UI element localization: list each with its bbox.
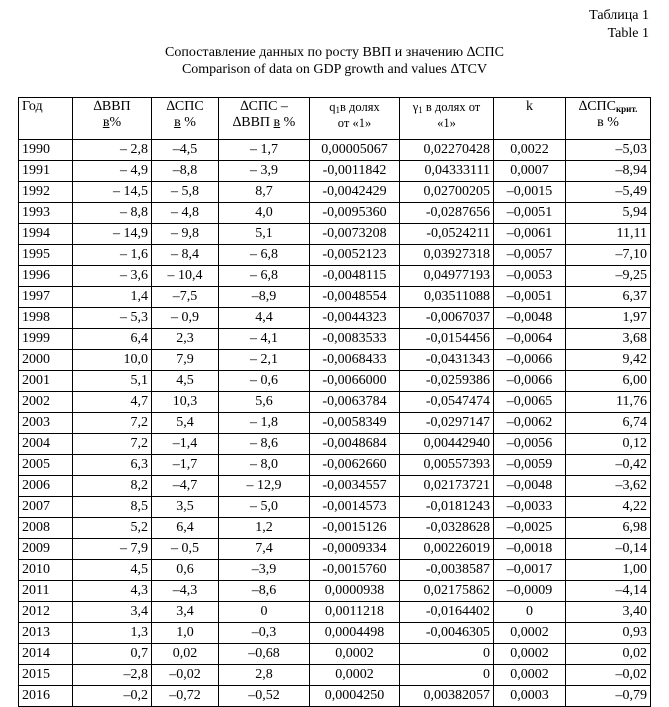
cell-year: 1998 bbox=[19, 308, 73, 329]
cell-q1: -0,0048554 bbox=[310, 287, 400, 308]
cell-q1: 0,0011218 bbox=[310, 602, 400, 623]
cell-k: –0,0056 bbox=[494, 434, 566, 455]
cell-sps-growth: –1,4 bbox=[152, 434, 219, 455]
table-row bbox=[19, 350, 651, 371]
cell-k: –0,0018 bbox=[494, 539, 566, 560]
cell-k: 0,0002 bbox=[494, 644, 566, 665]
table-row bbox=[19, 161, 651, 182]
cell-gamma1: -0,0259386 bbox=[400, 371, 494, 392]
cell-year: 1994 bbox=[19, 224, 73, 245]
cell-k: –0,0061 bbox=[494, 224, 566, 245]
cell-sps-growth: – 10,4 bbox=[152, 266, 219, 287]
cell-k: 0 bbox=[494, 602, 566, 623]
cell-year: 2009 bbox=[19, 539, 73, 560]
cell-year: 1992 bbox=[19, 182, 73, 203]
cell-difference: – 12,9 bbox=[219, 476, 310, 497]
data-table bbox=[18, 97, 651, 707]
cell-gdp-growth: 10,0 bbox=[73, 350, 152, 371]
cell-difference: – 1,8 bbox=[219, 413, 310, 434]
cell-gdp-growth: 7,2 bbox=[73, 413, 152, 434]
cell-gdp-growth: – 8,8 bbox=[73, 203, 152, 224]
cell-k: –0,0057 bbox=[494, 245, 566, 266]
cell-gdp-growth: 4,7 bbox=[73, 392, 152, 413]
cell-gdp-growth: 5,2 bbox=[73, 518, 152, 539]
cell-critical: –5,49 bbox=[566, 182, 651, 203]
cell-sps-growth: 0,6 bbox=[152, 560, 219, 581]
cell-critical: 5,94 bbox=[566, 203, 651, 224]
cell-gdp-growth: – 5,3 bbox=[73, 308, 152, 329]
cell-year: 2016 bbox=[19, 686, 73, 707]
cell-gamma1: 0,02700205 bbox=[400, 182, 494, 203]
cell-year: 2011 bbox=[19, 581, 73, 602]
cell-q1: -0,0011842 bbox=[310, 161, 400, 182]
cell-critical: –9,25 bbox=[566, 266, 651, 287]
cell-critical: 0,02 bbox=[566, 644, 651, 665]
cell-sps-growth: 3,4 bbox=[152, 602, 219, 623]
cell-q1: -0,0052123 bbox=[310, 245, 400, 266]
cell-gamma1: -0,0181243 bbox=[400, 497, 494, 518]
cell-gamma1: -0,0287656 bbox=[400, 203, 494, 224]
cell-sps-growth: 2,3 bbox=[152, 329, 219, 350]
cell-difference: 7,4 bbox=[219, 539, 310, 560]
table-row bbox=[19, 203, 651, 224]
cell-k: –0,0048 bbox=[494, 308, 566, 329]
cell-q1: 0,0004498 bbox=[310, 623, 400, 644]
cell-gamma1: 0,00382057 bbox=[400, 686, 494, 707]
cell-gdp-growth: 1,3 bbox=[73, 623, 152, 644]
cell-year: 1996 bbox=[19, 266, 73, 287]
cell-sps-growth: –4,7 bbox=[152, 476, 219, 497]
cell-gdp-growth: – 14,5 bbox=[73, 182, 152, 203]
cell-difference: – 6,8 bbox=[219, 266, 310, 287]
cell-gdp-growth: – 14,9 bbox=[73, 224, 152, 245]
header-k: k bbox=[494, 98, 566, 140]
table-row bbox=[19, 245, 651, 266]
cell-gdp-growth: –0,2 bbox=[73, 686, 152, 707]
cell-k: –0,0066 bbox=[494, 350, 566, 371]
cell-k: –0,0053 bbox=[494, 266, 566, 287]
cell-gdp-growth: 3,4 bbox=[73, 602, 152, 623]
cell-q1: -0,0048115 bbox=[310, 266, 400, 287]
table-row bbox=[19, 644, 651, 665]
cell-sps-growth: – 8,4 bbox=[152, 245, 219, 266]
cell-gdp-growth: 6,3 bbox=[73, 455, 152, 476]
cell-critical: –7,10 bbox=[566, 245, 651, 266]
cell-gamma1: -0,0328628 bbox=[400, 518, 494, 539]
cell-critical: –4,14 bbox=[566, 581, 651, 602]
cell-q1: -0,0062660 bbox=[310, 455, 400, 476]
cell-year: 2003 bbox=[19, 413, 73, 434]
cell-sps-growth: – 0,5 bbox=[152, 539, 219, 560]
header-gdp-growth: ∆ВВП в% bbox=[73, 98, 152, 140]
cell-k: 0,0003 bbox=[494, 686, 566, 707]
cell-q1: -0,0014573 bbox=[310, 497, 400, 518]
cell-k: –0,0059 bbox=[494, 455, 566, 476]
cell-difference: – 4,1 bbox=[219, 329, 310, 350]
cell-year: 1997 bbox=[19, 287, 73, 308]
table-row bbox=[19, 665, 651, 686]
cell-q1: 0,0002 bbox=[310, 665, 400, 686]
cell-gdp-growth: 4,5 bbox=[73, 560, 152, 581]
cell-difference: –8,9 bbox=[219, 287, 310, 308]
cell-sps-growth: 10,3 bbox=[152, 392, 219, 413]
table-row bbox=[19, 497, 651, 518]
cell-difference: –0,68 bbox=[219, 644, 310, 665]
table-label-ru: Таблица 1 bbox=[589, 8, 649, 23]
cell-k: –0,0064 bbox=[494, 329, 566, 350]
cell-year: 2004 bbox=[19, 434, 73, 455]
cell-year: 2010 bbox=[19, 560, 73, 581]
cell-q1: 0,00005067 bbox=[310, 140, 400, 161]
cell-difference: 4,0 bbox=[219, 203, 310, 224]
cell-sps-growth: – 9,8 bbox=[152, 224, 219, 245]
cell-k: –0,0051 bbox=[494, 203, 566, 224]
cell-year: 2001 bbox=[19, 371, 73, 392]
cell-year: 2002 bbox=[19, 392, 73, 413]
cell-k: –0,0033 bbox=[494, 497, 566, 518]
cell-gdp-growth: 7,2 bbox=[73, 434, 152, 455]
cell-critical: 4,22 bbox=[566, 497, 651, 518]
cell-sps-growth: –0,72 bbox=[152, 686, 219, 707]
cell-k: –0,0062 bbox=[494, 413, 566, 434]
cell-year: 2006 bbox=[19, 476, 73, 497]
table-row bbox=[19, 560, 651, 581]
cell-k: 0,0002 bbox=[494, 623, 566, 644]
cell-k: 0,0002 bbox=[494, 665, 566, 686]
cell-gdp-growth: 0,7 bbox=[73, 644, 152, 665]
cell-difference: –0,52 bbox=[219, 686, 310, 707]
cell-year: 2000 bbox=[19, 350, 73, 371]
cell-gamma1: 0,02270428 bbox=[400, 140, 494, 161]
cell-k: –0,0051 bbox=[494, 287, 566, 308]
cell-difference: – 1,7 bbox=[219, 140, 310, 161]
cell-sps-growth: 3,5 bbox=[152, 497, 219, 518]
cell-q1: 0,0000938 bbox=[310, 581, 400, 602]
table-title-ru: Сопоставление данных по росту ВВП и значению ∆СПС bbox=[165, 45, 504, 60]
cell-critical: 3,40 bbox=[566, 602, 651, 623]
table-row bbox=[19, 434, 651, 455]
cell-difference: – 8,0 bbox=[219, 455, 310, 476]
cell-year: 2014 bbox=[19, 644, 73, 665]
header-row bbox=[19, 98, 651, 140]
cell-gamma1: 0,02173721 bbox=[400, 476, 494, 497]
cell-k: –0,0048 bbox=[494, 476, 566, 497]
cell-critical: 1,97 bbox=[566, 308, 651, 329]
cell-gdp-growth: 6,4 bbox=[73, 329, 152, 350]
cell-critical: 3,68 bbox=[566, 329, 651, 350]
cell-critical: 6,74 bbox=[566, 413, 651, 434]
cell-difference: 0 bbox=[219, 602, 310, 623]
table-body bbox=[19, 140, 651, 707]
cell-difference: 5,1 bbox=[219, 224, 310, 245]
cell-gdp-growth: – 1,6 bbox=[73, 245, 152, 266]
cell-critical: –0,79 bbox=[566, 686, 651, 707]
cell-year: 2005 bbox=[19, 455, 73, 476]
cell-q1: -0,0095360 bbox=[310, 203, 400, 224]
table-row bbox=[19, 308, 651, 329]
cell-k: –0,0065 bbox=[494, 392, 566, 413]
header-year: Год bbox=[19, 98, 73, 140]
cell-critical: –0,42 bbox=[566, 455, 651, 476]
cell-critical: –5,03 bbox=[566, 140, 651, 161]
cell-sps-growth: 4,5 bbox=[152, 371, 219, 392]
cell-sps-growth: – 4,8 bbox=[152, 203, 219, 224]
cell-year: 2015 bbox=[19, 665, 73, 686]
cell-gamma1: -0,0046305 bbox=[400, 623, 494, 644]
cell-gamma1: 0,04333111 bbox=[400, 161, 494, 182]
cell-critical: –0,02 bbox=[566, 665, 651, 686]
table-row bbox=[19, 287, 651, 308]
cell-gamma1: 0,04977193 bbox=[400, 266, 494, 287]
table-label-en: Table 1 bbox=[607, 26, 649, 41]
cell-year: 1995 bbox=[19, 245, 73, 266]
cell-sps-growth: –4,5 bbox=[152, 140, 219, 161]
cell-year: 2007 bbox=[19, 497, 73, 518]
cell-sps-growth: –8,8 bbox=[152, 161, 219, 182]
table-row bbox=[19, 539, 651, 560]
cell-gdp-growth: 8,5 bbox=[73, 497, 152, 518]
cell-difference: 2,8 bbox=[219, 665, 310, 686]
header-sps-growth: ∆СПС в % bbox=[152, 98, 219, 140]
cell-q1: -0,0015760 bbox=[310, 560, 400, 581]
table-row bbox=[19, 455, 651, 476]
table-row bbox=[19, 518, 651, 539]
cell-difference: – 0,6 bbox=[219, 371, 310, 392]
cell-critical: –8,94 bbox=[566, 161, 651, 182]
cell-k: –0,0066 bbox=[494, 371, 566, 392]
cell-sps-growth: 0,02 bbox=[152, 644, 219, 665]
cell-gamma1: 0 bbox=[400, 644, 494, 665]
cell-critical: 0,12 bbox=[566, 434, 651, 455]
cell-sps-growth: –4,3 bbox=[152, 581, 219, 602]
cell-q1: -0,0009334 bbox=[310, 539, 400, 560]
cell-difference: –0,3 bbox=[219, 623, 310, 644]
cell-q1: 0,0004250 bbox=[310, 686, 400, 707]
header-critical: $\Delta СПС_{крит.}$ в % bbox=[566, 98, 651, 140]
cell-q1: -0,0042429 bbox=[310, 182, 400, 203]
cell-gamma1: -0,0067037 bbox=[400, 308, 494, 329]
cell-critical: 9,42 bbox=[566, 350, 651, 371]
cell-q1: 0,0002 bbox=[310, 644, 400, 665]
table-row bbox=[19, 224, 651, 245]
cell-q1: -0,0083533 bbox=[310, 329, 400, 350]
header-difference: ∆СПС – ∆ВВП в % bbox=[219, 98, 310, 140]
table-row bbox=[19, 266, 651, 287]
cell-critical: –0,14 bbox=[566, 539, 651, 560]
cell-q1: -0,0068433 bbox=[310, 350, 400, 371]
cell-critical: 6,98 bbox=[566, 518, 651, 539]
cell-difference: – 6,8 bbox=[219, 245, 310, 266]
header-gamma1: $\gamma_1$ в долях от «1» bbox=[400, 98, 494, 140]
cell-k: –0,0025 bbox=[494, 518, 566, 539]
cell-critical: 1,00 bbox=[566, 560, 651, 581]
cell-q1: -0,0048684 bbox=[310, 434, 400, 455]
cell-sps-growth: 7,9 bbox=[152, 350, 219, 371]
cell-q1: -0,0066000 bbox=[310, 371, 400, 392]
cell-gdp-growth: – 7,9 bbox=[73, 539, 152, 560]
cell-gdp-growth: 5,1 bbox=[73, 371, 152, 392]
cell-critical: 11,11 bbox=[566, 224, 651, 245]
cell-sps-growth: 1,0 bbox=[152, 623, 219, 644]
cell-gamma1: 0,03511088 bbox=[400, 287, 494, 308]
cell-sps-growth: –7,5 bbox=[152, 287, 219, 308]
cell-year: 2013 bbox=[19, 623, 73, 644]
table-row bbox=[19, 392, 651, 413]
cell-gdp-growth: 4,3 bbox=[73, 581, 152, 602]
cell-gamma1: 0,00442940 bbox=[400, 434, 494, 455]
cell-sps-growth: –0,02 bbox=[152, 665, 219, 686]
cell-sps-growth: –1,7 bbox=[152, 455, 219, 476]
cell-k: 0,0007 bbox=[494, 161, 566, 182]
cell-critical: 6,37 bbox=[566, 287, 651, 308]
cell-difference: 4,4 bbox=[219, 308, 310, 329]
cell-gamma1: 0,03927318 bbox=[400, 245, 494, 266]
cell-critical: 0,93 bbox=[566, 623, 651, 644]
cell-year: 1991 bbox=[19, 161, 73, 182]
cell-gamma1: 0 bbox=[400, 665, 494, 686]
cell-gamma1: 0,00226019 bbox=[400, 539, 494, 560]
cell-k: –0,0009 bbox=[494, 581, 566, 602]
cell-difference: – 2,1 bbox=[219, 350, 310, 371]
table-row bbox=[19, 623, 651, 644]
header-q1: $q_1в$ долях от «1» bbox=[310, 98, 400, 140]
cell-difference: 5,6 bbox=[219, 392, 310, 413]
cell-difference: – 8,6 bbox=[219, 434, 310, 455]
cell-difference: –3,9 bbox=[219, 560, 310, 581]
table-row bbox=[19, 602, 651, 623]
cell-q1: -0,0073208 bbox=[310, 224, 400, 245]
table-row bbox=[19, 182, 651, 203]
cell-gamma1: -0,0547474 bbox=[400, 392, 494, 413]
cell-k: –0,0017 bbox=[494, 560, 566, 581]
table-row bbox=[19, 371, 651, 392]
cell-year: 1999 bbox=[19, 329, 73, 350]
cell-gdp-growth: 8,2 bbox=[73, 476, 152, 497]
cell-q1: -0,0044323 bbox=[310, 308, 400, 329]
cell-difference: –8,6 bbox=[219, 581, 310, 602]
cell-gamma1: 0,00557393 bbox=[400, 455, 494, 476]
table-title-en: Comparison of data on GDP growth and values ∆TCV bbox=[181, 62, 488, 77]
cell-q1: -0,0058349 bbox=[310, 413, 400, 434]
cell-year: 2008 bbox=[19, 518, 73, 539]
cell-gamma1: 0,02175862 bbox=[400, 581, 494, 602]
cell-gamma1: -0,0038587 bbox=[400, 560, 494, 581]
cell-critical: 6,00 bbox=[566, 371, 651, 392]
table-row bbox=[19, 476, 651, 497]
cell-gamma1: -0,0431343 bbox=[400, 350, 494, 371]
cell-k: –0,0015 bbox=[494, 182, 566, 203]
table-row bbox=[19, 329, 651, 350]
cell-gdp-growth: 1,4 bbox=[73, 287, 152, 308]
cell-q1: -0,0063784 bbox=[310, 392, 400, 413]
cell-gamma1: -0,0164402 bbox=[400, 602, 494, 623]
table-row bbox=[19, 140, 651, 161]
cell-critical: 11,76 bbox=[566, 392, 651, 413]
cell-gamma1: -0,0297147 bbox=[400, 413, 494, 434]
cell-sps-growth: – 0,9 bbox=[152, 308, 219, 329]
cell-gdp-growth: – 3,6 bbox=[73, 266, 152, 287]
cell-year: 1993 bbox=[19, 203, 73, 224]
cell-year: 2012 bbox=[19, 602, 73, 623]
cell-year: 1990 bbox=[19, 140, 73, 161]
cell-difference: 1,2 bbox=[219, 518, 310, 539]
cell-k: 0,0022 bbox=[494, 140, 566, 161]
cell-gdp-growth: –2,8 bbox=[73, 665, 152, 686]
table-row bbox=[19, 581, 651, 602]
cell-sps-growth: 6,4 bbox=[152, 518, 219, 539]
cell-difference: 8,7 bbox=[219, 182, 310, 203]
cell-gdp-growth: – 2,8 bbox=[73, 140, 152, 161]
cell-gamma1: -0,0524211 bbox=[400, 224, 494, 245]
cell-difference: – 5,0 bbox=[219, 497, 310, 518]
cell-q1: -0,0034557 bbox=[310, 476, 400, 497]
cell-q1: -0,0015126 bbox=[310, 518, 400, 539]
table-row bbox=[19, 413, 651, 434]
cell-sps-growth: – 5,8 bbox=[152, 182, 219, 203]
cell-sps-growth: 5,4 bbox=[152, 413, 219, 434]
cell-gdp-growth: – 4,9 bbox=[73, 161, 152, 182]
cell-difference: – 3,9 bbox=[219, 161, 310, 182]
table-row bbox=[19, 686, 651, 707]
cell-gamma1: -0,0154456 bbox=[400, 329, 494, 350]
cell-critical: –3,62 bbox=[566, 476, 651, 497]
